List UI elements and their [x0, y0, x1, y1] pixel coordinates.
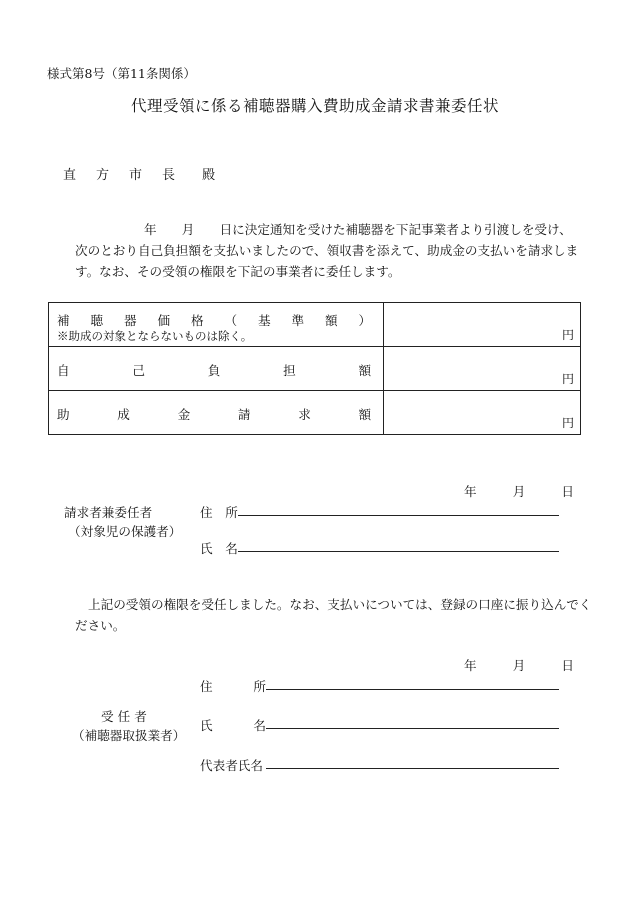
label-char: 基 — [258, 313, 271, 328]
label-char: 所 — [253, 679, 266, 694]
agent-rep-label: 代表者氏名 — [200, 758, 263, 773]
date-month-label: 月 — [512, 484, 526, 499]
label-char: 金 — [177, 407, 191, 422]
form-number: 様式第8号（第11条関係） — [47, 66, 196, 81]
request-rest: 次のとおり自己負担額を支払いましたので、領収書を添えて、助成金の支払いを請求します。なお、その受領の権限を下記の事業者に委任します。 — [75, 243, 579, 279]
label-char: 準 — [291, 313, 305, 328]
amounts-table — [48, 302, 581, 435]
label-char: （ — [224, 313, 238, 328]
label-char: 担 — [283, 363, 296, 378]
label-char: 求 — [298, 407, 311, 422]
claimant-role: 請求者兼委任者 — [64, 505, 153, 520]
claimant-address-field[interactable] — [238, 515, 559, 516]
claimant-name-field[interactable] — [238, 551, 559, 552]
acceptance-text: 上記の受領の権限を受任しました。なお、支払いについては、登録の口座に振り込んでください。 — [75, 597, 592, 633]
label-char: 己 — [132, 363, 145, 378]
price-label — [57, 310, 371, 329]
label-char: 聴 — [90, 313, 104, 328]
label-char: 住 — [200, 679, 213, 694]
acceptance-date — [464, 655, 574, 674]
claimant-role-sub: （対象児の保護者） — [68, 524, 182, 539]
claim-date — [464, 481, 574, 500]
label-char: 負 — [207, 363, 221, 378]
claimant-name-label: 氏 名 — [200, 541, 238, 556]
label-char: 額 — [358, 407, 372, 422]
agent-role-sub: （補聴器取扱業者） — [72, 728, 186, 743]
subsidy-claim-value-cell[interactable] — [384, 391, 581, 435]
label-char: 名 — [253, 718, 266, 733]
request-first-line: 年 月 日に決定通知を受けた補聴器を下記事業者より引渡しを受け、 — [144, 222, 572, 237]
price-value-cell[interactable] — [384, 303, 581, 347]
table-row — [49, 303, 581, 347]
label-char: 氏 — [200, 718, 213, 733]
table-row — [49, 391, 581, 435]
label-char: 成 — [117, 407, 130, 422]
yen-unit: 円 — [561, 372, 574, 386]
agent-address-label — [200, 676, 266, 695]
label-char: 価 — [157, 313, 171, 328]
label-char: ） — [358, 313, 372, 328]
acceptance-paragraph — [75, 594, 595, 636]
date-year-label: 年 — [464, 484, 477, 499]
label-char: 自 — [57, 363, 70, 378]
request-paragraph — [75, 219, 595, 282]
date-year-label: 年 — [464, 658, 477, 673]
label-char: 額 — [325, 313, 338, 328]
addressee-char: 直 — [63, 168, 77, 183]
label-char: 助 — [57, 407, 70, 422]
label-char: 格 — [191, 313, 204, 328]
subsidy-claim-label — [57, 404, 371, 423]
yen-unit: 円 — [561, 328, 574, 342]
agent-name-label — [200, 715, 266, 734]
addressee-char: 殿 — [202, 168, 216, 183]
agent-rep-name-field[interactable] — [266, 768, 559, 769]
page-title: 代理受領に係る補聴器購入費助成金請求書兼委任状 — [130, 97, 499, 115]
label-char: 補 — [57, 313, 70, 328]
date-month-label: 月 — [512, 658, 526, 673]
date-day-label: 日 — [561, 658, 574, 673]
agent-name-field[interactable] — [266, 728, 559, 729]
addressee-char: 方 — [96, 168, 110, 183]
agent-role: 受 任 者 — [101, 709, 147, 724]
label-char: 請 — [237, 407, 251, 422]
addressee — [63, 164, 215, 183]
label-char: 額 — [358, 363, 372, 378]
yen-unit: 円 — [561, 416, 574, 430]
agent-address-field[interactable] — [266, 689, 559, 690]
table-row — [49, 347, 581, 391]
claimant-address-label: 住 所 — [200, 505, 238, 520]
price-note: ※助成の対象とならないものは除く。 — [57, 329, 253, 343]
self-pay-label — [57, 360, 371, 379]
self-pay-value-cell[interactable] — [384, 347, 581, 391]
label-char: 器 — [124, 313, 137, 328]
addressee-char: 長 — [162, 168, 176, 183]
date-day-label: 日 — [561, 484, 574, 499]
addressee-char: 市 — [129, 168, 143, 183]
